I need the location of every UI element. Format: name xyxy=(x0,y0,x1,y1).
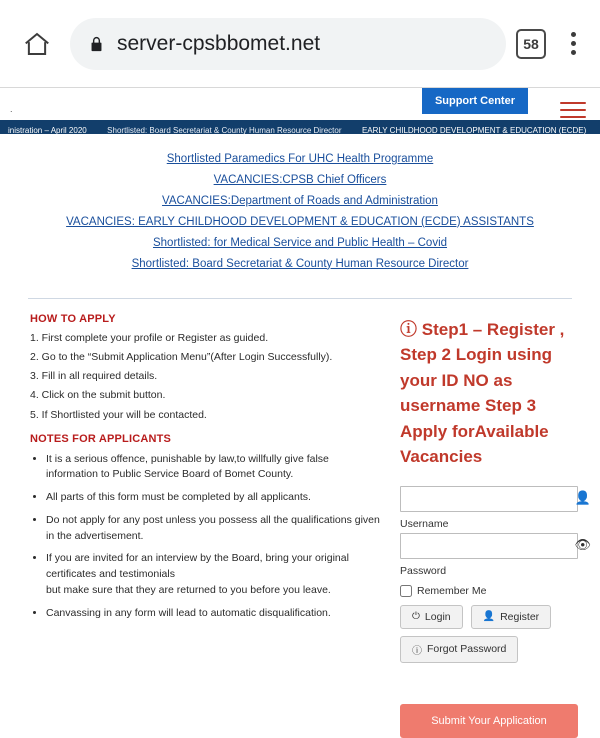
url-text: server-cpsbbomet.net xyxy=(117,31,321,55)
step-callout-text: Step1 – Register , Step 2 Login using your ID NO as username Step 3 Apply forAvailable Vacancies xyxy=(400,319,565,467)
warning-circle-icon: ⓘ xyxy=(400,319,417,339)
step-callout xyxy=(400,317,578,470)
ticker-item: inistration – April 2020 xyxy=(8,126,87,135)
list-item: 3. Fill in all required details. xyxy=(30,370,158,383)
link-vacancies-roads[interactable]: VACANCIES:Department of Roads and Administration xyxy=(162,194,438,207)
link-vacancies-ecde[interactable]: VACANCIES: EARLY CHILDHOOD DEVELOPMENT & EDUCATION (ECDE) ASSISTANTS xyxy=(66,215,534,228)
username-field-wrap xyxy=(400,486,591,512)
forgot-password-button[interactable] xyxy=(400,636,518,663)
notes-list xyxy=(30,452,382,622)
remember-me-checkbox[interactable] xyxy=(400,585,412,597)
link-shortlisted-board-secretariat[interactable]: Shortlisted: Board Secretariat & County Human Resource Director xyxy=(131,257,469,270)
info-icon: ⓘ xyxy=(412,645,422,657)
list-item: • All parts of this form must be completed by all applicants. xyxy=(46,490,382,506)
instructions-column xyxy=(30,313,382,738)
tab-count-button[interactable]: 58 xyxy=(516,29,546,59)
auth-button-row xyxy=(400,605,578,629)
list-item: 1. First complete your profile or Register as guided. xyxy=(30,331,269,344)
site-header xyxy=(0,88,600,120)
list-item xyxy=(46,551,382,598)
support-center-button[interactable]: Support Center xyxy=(422,88,528,114)
note-text-continued: but make sure that they are returned to you before you leave. xyxy=(46,583,331,596)
login-button-label: Login xyxy=(424,610,451,623)
forgot-password-label: Forgot Password xyxy=(427,643,507,656)
home-icon[interactable] xyxy=(14,21,60,67)
announcement-links xyxy=(0,134,600,284)
login-button[interactable] xyxy=(400,605,463,629)
password-input[interactable] xyxy=(400,533,578,559)
user-plus-icon: 👤 xyxy=(482,611,496,623)
list-item: 5. If Shortlisted your will be contacted. xyxy=(30,408,207,421)
remember-me-label: Remember Me xyxy=(417,584,487,597)
list-item: • Canvassing in any form will lead to automatic disqualification. xyxy=(46,606,382,622)
browser-toolbar xyxy=(0,0,600,88)
register-button[interactable] xyxy=(471,605,552,629)
ticker-item: EARLY CHILDHOOD DEVELOPMENT & EDUCATION (ECDE) xyxy=(361,126,587,135)
list-item: 4. Click on the submit button. xyxy=(30,389,166,402)
power-icon: ⏻ xyxy=(412,611,420,623)
note-text: If you are invited for an interview by the Board, bring your original certificates and testimonials xyxy=(46,552,349,581)
address-bar[interactable] xyxy=(70,18,506,70)
register-button-label: Register xyxy=(500,610,540,623)
notes-title: NOTES FOR APPLICANTS xyxy=(30,432,172,445)
how-to-apply-steps xyxy=(30,331,382,423)
link-vacancies-chief-officers[interactable]: VACANCIES:CPSB Chief Officers xyxy=(213,173,387,186)
username-input[interactable] xyxy=(400,486,578,512)
submit-application-button[interactable]: Submit Your Application xyxy=(400,704,578,738)
forgot-password-row xyxy=(400,636,578,663)
login-column xyxy=(400,313,591,738)
list-item: • It is a serious offence, punishable by law,to willfully give false information to Public Service Board of Bomet County. xyxy=(46,452,382,484)
header-dot: . xyxy=(10,104,13,114)
eye-icon[interactable]: 👁 xyxy=(574,536,591,552)
ticker-item: Shortlisted: Board Secretariat & County Human Resource Director xyxy=(107,126,342,135)
link-shortlisted-medical[interactable]: Shortlisted: for Medical Service and Public Health – Covid xyxy=(152,236,448,249)
lock-icon xyxy=(88,34,105,54)
remember-me-row[interactable] xyxy=(400,585,578,597)
news-ticker xyxy=(0,120,600,134)
link-shortlisted-paramedics[interactable]: Shortlisted Paramedics For UHC Health Programme xyxy=(166,153,434,165)
page-content xyxy=(0,88,600,727)
password-label: Password xyxy=(400,564,447,577)
user-icon: 👤 xyxy=(574,489,591,505)
list-item: • Do not apply for any post unless you possess all the qualifications given in the advertisement. xyxy=(46,513,382,545)
kebab-menu-icon[interactable] xyxy=(560,27,586,61)
username-label: Username xyxy=(400,517,449,530)
list-item: 2. Go to the “Submit Application Menu”(After Login Successfully). xyxy=(30,350,333,363)
how-to-apply-title: HOW TO APPLY xyxy=(30,312,116,325)
password-field-wrap xyxy=(400,533,591,559)
